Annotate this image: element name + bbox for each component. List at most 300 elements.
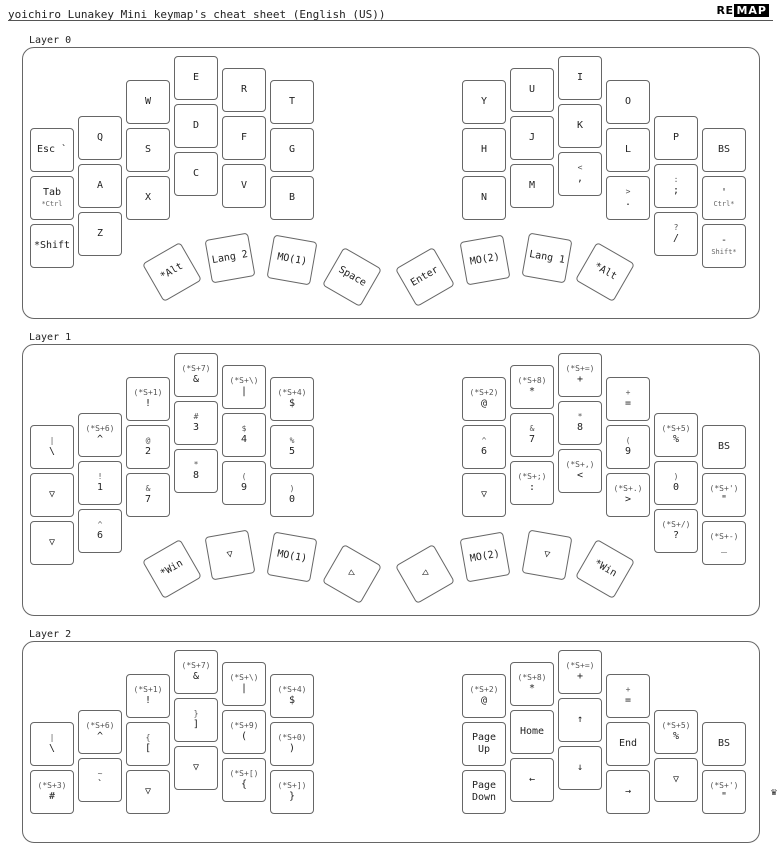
- key-shifted-label: (*S+.): [613, 483, 643, 493]
- key-label: ←: [528, 773, 536, 785]
- key-l0-14[interactable]: [126, 176, 170, 220]
- key-l0-8[interactable]: [126, 128, 170, 172]
- key-l1-9[interactable]: [174, 401, 218, 445]
- logo-right: MAP: [736, 4, 767, 17]
- key-label: 4: [240, 433, 248, 445]
- key-shifted-label: %: [289, 435, 295, 445]
- key-label: @: [480, 397, 488, 409]
- key-l0-6[interactable]: [30, 176, 74, 220]
- key-label: MO(1): [276, 251, 308, 268]
- key-l1-33[interactable]: [606, 473, 650, 517]
- key-shifted-label: (*S+8): [517, 672, 547, 682]
- key-label: K: [576, 119, 584, 131]
- key-shifted-label: (*S+6): [85, 720, 115, 730]
- key-shifted-label: (*S+3): [37, 780, 67, 790]
- key-shifted-label: (*S+'): [709, 780, 739, 790]
- key-label: W: [144, 95, 152, 107]
- key-label: ▽: [672, 773, 680, 785]
- key-l2-3[interactable]: [174, 650, 218, 694]
- key-l0-20[interactable]: [558, 56, 602, 100]
- key-label: ▽: [144, 785, 152, 797]
- key-l1-3[interactable]: [174, 353, 218, 397]
- key-shifted-label: (*S+4): [277, 387, 307, 397]
- key-shifted-label: (*S+8): [517, 375, 547, 385]
- key-label: Q: [96, 131, 104, 143]
- key-label: {: [240, 778, 248, 790]
- key-l0-4[interactable]: [222, 68, 266, 112]
- key-l0-12[interactable]: [30, 224, 74, 268]
- key-l1-27[interactable]: [606, 425, 650, 469]
- key-label: #: [48, 790, 56, 802]
- key-l1-23[interactable]: [702, 425, 746, 469]
- key-label: 9: [624, 445, 632, 457]
- key-shifted-label: |: [49, 732, 55, 742]
- key-shifted-label: ): [673, 471, 679, 481]
- key-label: &: [192, 373, 200, 385]
- key-l1-16[interactable]: [222, 461, 266, 505]
- key-l0-7[interactable]: [78, 164, 122, 208]
- key-label: ]: [192, 718, 200, 730]
- key-l1-37[interactable]: [205, 530, 256, 581]
- key-l0-30[interactable]: [462, 176, 506, 220]
- key-l1-8[interactable]: [126, 425, 170, 469]
- layer-0-label: Layer 0: [29, 35, 72, 46]
- key-shifted-label: &: [529, 423, 535, 433]
- key-label: Z: [96, 227, 104, 239]
- key-l2-12[interactable]: [126, 770, 170, 814]
- key-label: }: [288, 790, 296, 802]
- key-label: <: [576, 469, 584, 481]
- key-l0-2[interactable]: [126, 80, 170, 124]
- key-label: G: [288, 143, 296, 155]
- key-l1-21[interactable]: [606, 377, 650, 421]
- key-label: Lang 2: [211, 248, 249, 266]
- key-shifted-label: *: [577, 411, 583, 421]
- key-label: ▽: [225, 548, 234, 561]
- key-label: ": [720, 493, 728, 505]
- key-l2-2[interactable]: [126, 674, 170, 718]
- key-shifted-label: >: [625, 186, 631, 196]
- key-shifted-label: (*S+2): [469, 684, 499, 694]
- key-l0-25[interactable]: [510, 116, 554, 160]
- key-label: V: [240, 179, 248, 191]
- key-label: ▷: [347, 567, 358, 580]
- key-label: *Alt: [592, 260, 619, 283]
- key-l0-27[interactable]: [606, 128, 650, 172]
- key-label: !: [144, 694, 152, 706]
- key-shifted-label: @: [145, 435, 151, 445]
- key-l1-17[interactable]: [270, 473, 314, 517]
- key-shifted-label: }: [193, 708, 199, 718]
- key-shifted-label: (*S+1): [133, 387, 163, 397]
- key-label: &: [192, 670, 200, 682]
- key-l1-30[interactable]: [462, 473, 506, 517]
- key-label: *Win: [158, 557, 185, 580]
- key-l1-35[interactable]: [702, 521, 746, 565]
- key-l0-9[interactable]: [174, 104, 218, 148]
- key-label: |: [240, 385, 248, 397]
- key-label: 9: [240, 481, 248, 493]
- key-label: ': [720, 187, 728, 199]
- key-hold-label: Shift*: [711, 247, 737, 256]
- key-shifted-label: (*S+2): [469, 387, 499, 397]
- key-l2-22[interactable]: [462, 722, 506, 766]
- key-shifted-label: (*S+-): [709, 531, 739, 541]
- key-shifted-label: (*S+5): [661, 423, 691, 433]
- key-label: !: [144, 397, 152, 409]
- key-l1-28[interactable]: [654, 461, 698, 505]
- key-shifted-label: ^: [481, 435, 487, 445]
- key-l1-26[interactable]: [558, 401, 602, 445]
- key-label: S: [144, 143, 152, 155]
- key-label: ▽: [480, 488, 488, 500]
- key-shifted-label: ): [289, 483, 295, 493]
- key-l0-1[interactable]: [78, 116, 122, 160]
- key-l0-37[interactable]: [205, 233, 256, 284]
- key-label: Page Down: [471, 779, 497, 803]
- key-label: (: [240, 730, 248, 742]
- key-l2-6[interactable]: [30, 770, 74, 814]
- key-label: 7: [528, 433, 536, 445]
- key-l2-14[interactable]: [222, 758, 266, 802]
- key-l1-31[interactable]: [510, 461, 554, 505]
- key-label: Page Up: [471, 731, 497, 755]
- key-shifted-label: {: [145, 732, 151, 742]
- key-shifted-label: ~: [97, 768, 103, 778]
- key-l1-34[interactable]: [654, 509, 698, 553]
- layer-2-label: Layer 2: [29, 629, 72, 640]
- key-l0-13[interactable]: [78, 212, 122, 256]
- page-title: yoichiro Lunakey Mini keymap's cheat sheet (English (US)): [8, 8, 386, 21]
- key-label: >: [624, 493, 632, 505]
- key-l2-1[interactable]: [78, 710, 122, 754]
- key-shifted-label: :: [673, 174, 679, 184]
- key-l0-22[interactable]: [654, 116, 698, 160]
- key-l0-38[interactable]: [267, 235, 318, 286]
- key-shifted-label: (*S+'): [709, 483, 739, 493]
- key-l2-5[interactable]: [270, 674, 314, 718]
- key-l2-18[interactable]: [558, 650, 602, 694]
- key-shifted-label: #: [193, 411, 199, 421]
- key-l0-3[interactable]: [174, 56, 218, 100]
- key-label: @: [480, 694, 488, 706]
- key-label: J: [528, 131, 536, 143]
- key-label: ↓: [576, 761, 584, 773]
- key-shifted-label: (*S+[): [229, 768, 259, 778]
- key-l2-28[interactable]: [462, 770, 506, 814]
- key-label: ): [288, 742, 296, 754]
- key-label: H: [480, 143, 488, 155]
- key-shifted-label: (*S+\): [229, 672, 259, 682]
- key-shifted-label: (*S+9): [229, 720, 259, 730]
- key-l2-29[interactable]: [510, 758, 554, 802]
- key-l1-7[interactable]: [78, 461, 122, 505]
- key-label: 7: [144, 493, 152, 505]
- title-divider: [8, 20, 773, 21]
- key-l2-13[interactable]: [174, 746, 218, 790]
- key-l2-7[interactable]: [78, 758, 122, 802]
- logo-left: RE: [716, 4, 734, 17]
- key-label: *Shift: [33, 239, 71, 251]
- key-label: →: [624, 785, 632, 797]
- key-label: :: [528, 481, 536, 493]
- key-l0-24[interactable]: [462, 128, 506, 172]
- key-l1-14[interactable]: [126, 473, 170, 517]
- key-l1-19[interactable]: [510, 365, 554, 409]
- key-l0-32[interactable]: [558, 152, 602, 196]
- key-l2-30[interactable]: [558, 746, 602, 790]
- key-label: \: [48, 445, 56, 457]
- key-label: [: [144, 742, 152, 754]
- key-label: .: [624, 196, 632, 208]
- key-l1-4[interactable]: [222, 365, 266, 409]
- key-label: _: [720, 541, 728, 553]
- key-label: O: [624, 95, 632, 107]
- key-label: L: [624, 143, 632, 155]
- key-l1-38[interactable]: [267, 532, 318, 583]
- key-label: MO(2): [469, 251, 501, 268]
- key-label: M: [528, 179, 536, 191]
- key-shifted-label: (*S+0): [277, 732, 307, 742]
- key-l0-34[interactable]: [654, 212, 698, 256]
- key-l1-22[interactable]: [654, 413, 698, 457]
- key-label: \: [48, 742, 56, 754]
- key-l2-9[interactable]: [174, 698, 218, 742]
- key-label: ^: [96, 730, 104, 742]
- key-label: *: [528, 385, 536, 397]
- key-l0-42[interactable]: [522, 233, 573, 284]
- key-label: N: [480, 191, 488, 203]
- key-label: 6: [480, 445, 488, 457]
- key-l1-2[interactable]: [126, 377, 170, 421]
- key-l1-12[interactable]: [30, 521, 74, 565]
- key-label: +: [576, 373, 584, 385]
- key-l1-5[interactable]: [270, 377, 314, 421]
- key-label: Space: [336, 264, 369, 289]
- key-l2-0[interactable]: [30, 722, 74, 766]
- key-l0-29[interactable]: [702, 176, 746, 220]
- key-l1-13[interactable]: [78, 509, 122, 553]
- key-l2-20[interactable]: [654, 710, 698, 754]
- key-label: |: [240, 682, 248, 694]
- key-label: 0: [672, 481, 680, 493]
- key-shifted-label: (*S+;): [517, 471, 547, 481]
- key-label: X: [144, 191, 152, 203]
- key-l0-35[interactable]: [702, 224, 746, 268]
- key-shifted-label: (*S+7): [181, 660, 211, 670]
- key-l0-26[interactable]: [558, 104, 602, 148]
- key-label: ◁: [419, 567, 430, 580]
- key-shifted-label: (*S+/): [661, 519, 691, 529]
- key-l2-17[interactable]: [510, 662, 554, 706]
- key-l2-25[interactable]: [606, 722, 650, 766]
- key-l2-10[interactable]: [222, 710, 266, 754]
- key-label: ,: [576, 172, 584, 184]
- key-label: Home: [519, 725, 545, 737]
- key-l0-5[interactable]: [270, 80, 314, 124]
- crown-icon: ♛: [770, 787, 777, 798]
- key-l1-24[interactable]: [462, 425, 506, 469]
- key-shifted-label: !: [97, 471, 103, 481]
- key-label: ▽: [48, 536, 56, 548]
- key-label: MO(2): [469, 548, 501, 565]
- key-l1-41[interactable]: [460, 532, 511, 583]
- key-label: ▽: [48, 488, 56, 500]
- key-label: D: [192, 119, 200, 131]
- key-shifted-label: +: [625, 684, 631, 694]
- key-hold-label: Ctrl*: [713, 199, 735, 208]
- key-l2-23[interactable]: [510, 710, 554, 754]
- key-label: Esc `: [36, 143, 68, 155]
- key-l2-26[interactable]: [654, 758, 698, 802]
- key-l2-21[interactable]: [702, 722, 746, 766]
- key-l2-11[interactable]: [270, 722, 314, 766]
- key-l0-18[interactable]: [462, 80, 506, 124]
- key-l2-24[interactable]: [558, 698, 602, 742]
- key-shifted-label: (: [241, 471, 247, 481]
- key-shifted-label: ?: [673, 222, 679, 232]
- key-label: 8: [576, 421, 584, 433]
- key-label: $: [288, 694, 296, 706]
- key-label: 1: [96, 481, 104, 493]
- key-shifted-label: (*S+1): [133, 684, 163, 694]
- key-l1-0[interactable]: [30, 425, 74, 469]
- key-l1-29[interactable]: [702, 473, 746, 517]
- key-l0-31[interactable]: [510, 164, 554, 208]
- key-label: Tab: [42, 187, 62, 199]
- key-label: /: [672, 232, 680, 244]
- key-shifted-label: (*S+6): [85, 423, 115, 433]
- key-label: *: [528, 682, 536, 694]
- key-label: ?: [672, 529, 680, 541]
- key-l2-19[interactable]: [606, 674, 650, 718]
- key-l1-10[interactable]: [222, 413, 266, 457]
- key-label: Enter: [408, 264, 441, 289]
- key-l0-10[interactable]: [222, 116, 266, 160]
- key-label: 2: [144, 445, 152, 457]
- key-label: ^: [96, 433, 104, 445]
- key-l2-4[interactable]: [222, 662, 266, 706]
- key-l2-31[interactable]: [606, 770, 650, 814]
- key-label: -: [720, 235, 728, 247]
- key-label: =: [624, 694, 632, 706]
- key-label: R: [240, 83, 248, 95]
- key-label: BS: [717, 143, 731, 155]
- key-l0-28[interactable]: [654, 164, 698, 208]
- key-l0-23[interactable]: [702, 128, 746, 172]
- key-label: %: [672, 730, 680, 742]
- key-l0-19[interactable]: [510, 68, 554, 112]
- key-l1-32[interactable]: [558, 449, 602, 493]
- key-l2-16[interactable]: [462, 674, 506, 718]
- key-l0-41[interactable]: [460, 235, 511, 286]
- key-shifted-label: $: [241, 423, 247, 433]
- key-shifted-label: |: [49, 435, 55, 445]
- key-shifted-label: (*S+=): [565, 363, 595, 373]
- key-shifted-label: (*S+]): [277, 780, 307, 790]
- key-l0-0[interactable]: [30, 128, 74, 172]
- key-shifted-label: (: [625, 435, 631, 445]
- key-label: 8: [192, 469, 200, 481]
- key-l0-16[interactable]: [222, 164, 266, 208]
- key-label: 3: [192, 421, 200, 433]
- key-l1-18[interactable]: [462, 377, 506, 421]
- key-shifted-label: ^: [97, 519, 103, 529]
- key-shifted-label: &: [145, 483, 151, 493]
- key-label: End: [618, 737, 638, 749]
- key-shifted-label: (*S+5): [661, 720, 691, 730]
- key-label: E: [192, 71, 200, 83]
- key-label: T: [288, 95, 296, 107]
- key-label: *Alt: [158, 260, 185, 283]
- key-label: %: [672, 433, 680, 445]
- key-l1-6[interactable]: [30, 473, 74, 517]
- key-label: Y: [480, 95, 488, 107]
- key-label: ;: [672, 184, 680, 196]
- key-shifted-label: *: [193, 459, 199, 469]
- key-l1-42[interactable]: [522, 530, 573, 581]
- key-l0-21[interactable]: [606, 80, 650, 124]
- key-label: BS: [717, 737, 731, 749]
- key-label: Lang 1: [528, 248, 566, 266]
- key-hold-label: *Ctrl: [41, 199, 63, 208]
- key-l1-15[interactable]: [174, 449, 218, 493]
- key-shifted-label: (*S+,): [565, 459, 595, 469]
- key-l1-20[interactable]: [558, 353, 602, 397]
- key-label: B: [288, 191, 296, 203]
- key-label: I: [576, 71, 584, 83]
- key-l1-1[interactable]: [78, 413, 122, 457]
- key-label: ▽: [543, 548, 552, 561]
- key-label: +: [576, 670, 584, 682]
- key-shifted-label: <: [577, 162, 583, 172]
- key-shifted-label: (*S+7): [181, 363, 211, 373]
- key-l0-11[interactable]: [270, 128, 314, 172]
- key-label: *Win: [592, 557, 619, 580]
- key-shifted-label: (*S+=): [565, 660, 595, 670]
- key-l2-8[interactable]: [126, 722, 170, 766]
- key-l0-15[interactable]: [174, 152, 218, 196]
- layer-1-label: Layer 1: [29, 332, 72, 343]
- key-label: A: [96, 179, 104, 191]
- key-label: P: [672, 131, 680, 143]
- key-label: 0: [288, 493, 296, 505]
- key-label: BS: [717, 440, 731, 452]
- key-label: ": [720, 790, 728, 802]
- key-l0-17[interactable]: [270, 176, 314, 220]
- key-label: ▽: [192, 761, 200, 773]
- key-l0-33[interactable]: [606, 176, 650, 220]
- key-label: C: [192, 167, 200, 179]
- key-l2-27[interactable]: [702, 770, 746, 814]
- key-label: ↑: [576, 713, 584, 725]
- key-label: 5: [288, 445, 296, 457]
- key-shifted-label: (*S+\): [229, 375, 259, 385]
- key-label: MO(1): [276, 548, 308, 565]
- key-l1-25[interactable]: [510, 413, 554, 457]
- key-label: `: [96, 778, 104, 790]
- key-l1-11[interactable]: [270, 425, 314, 469]
- key-label: F: [240, 131, 248, 143]
- key-label: $: [288, 397, 296, 409]
- key-l2-15[interactable]: [270, 770, 314, 814]
- key-label: =: [624, 397, 632, 409]
- key-shifted-label: (*S+4): [277, 684, 307, 694]
- key-label: 6: [96, 529, 104, 541]
- remap-logo[interactable]: [716, 4, 769, 17]
- key-shifted-label: +: [625, 387, 631, 397]
- key-label: U: [528, 83, 536, 95]
